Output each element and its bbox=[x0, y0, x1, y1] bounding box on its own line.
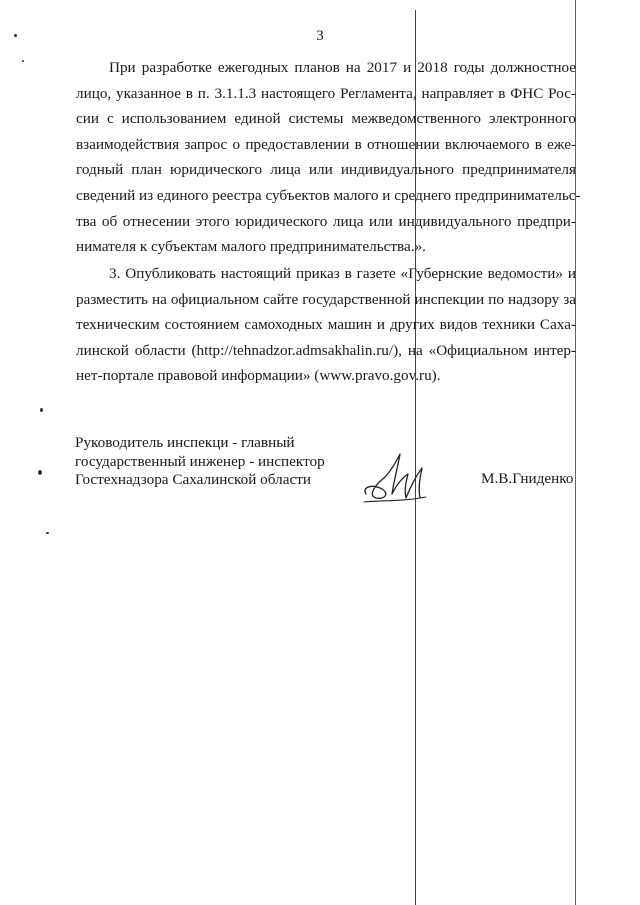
text-line: тва об отнесении этого юридического лица или индивидуального предпри- bbox=[76, 212, 576, 230]
paragraph-publication bbox=[76, 261, 576, 389]
signatory-name: М.В.Гниденко bbox=[481, 470, 574, 487]
signatory-position bbox=[75, 434, 325, 490]
text-line: лицо, указанное в п. 3.1.1.3 настоящего Регламента, направляет в ФНС Рос- bbox=[76, 84, 576, 102]
text-line: разместить на официальном сайте государственной инспекции по надзору за bbox=[76, 290, 576, 308]
page-number: 3 bbox=[316, 28, 324, 44]
text-line: линской области (http://tehnadzor.admsakhalin.ru/), на «Официальном интер- bbox=[76, 341, 576, 359]
scan-speck bbox=[40, 408, 43, 412]
text-line: годный план юридического лица или индивидуального предпринимателя bbox=[76, 161, 576, 179]
signatory-position-line: Гостехнадзора Сахалинской области bbox=[75, 471, 311, 488]
scan-speck bbox=[38, 470, 42, 475]
paragraph-plan-development bbox=[76, 55, 581, 260]
text-line: техническим состоянием самоходных машин и других видов техники Саха- bbox=[76, 316, 576, 334]
signatory-position-line: Руководитель инспекци - главный bbox=[75, 434, 295, 451]
scan-speck bbox=[46, 532, 49, 534]
text-line: нет-портале правовой информации» (www.pravo.gov.ru). bbox=[76, 367, 441, 385]
text-line: сведений из единого реестра субъектов малого и среднего предпринимательс- bbox=[76, 186, 581, 204]
text-line: сии с использованием единой системы межведомственного электронного bbox=[76, 110, 576, 128]
text-line: 3. Опубликовать настоящий приказ в газете «Губернские ведомости» и bbox=[109, 265, 576, 282]
text-line: взаимодействия запрос о предоставлении в отношении включаемого в еже- bbox=[76, 135, 576, 153]
signature-icon bbox=[360, 448, 432, 506]
text-line: нимателя к субъектам малого предпринимательства.». bbox=[76, 238, 426, 256]
signatory-position-line: государственный инженер - инспектор bbox=[75, 452, 325, 470]
text-line: При разработке ежегодных планов на 2017 и 2018 годы должностное bbox=[109, 59, 576, 76]
scan-speck bbox=[22, 60, 24, 62]
